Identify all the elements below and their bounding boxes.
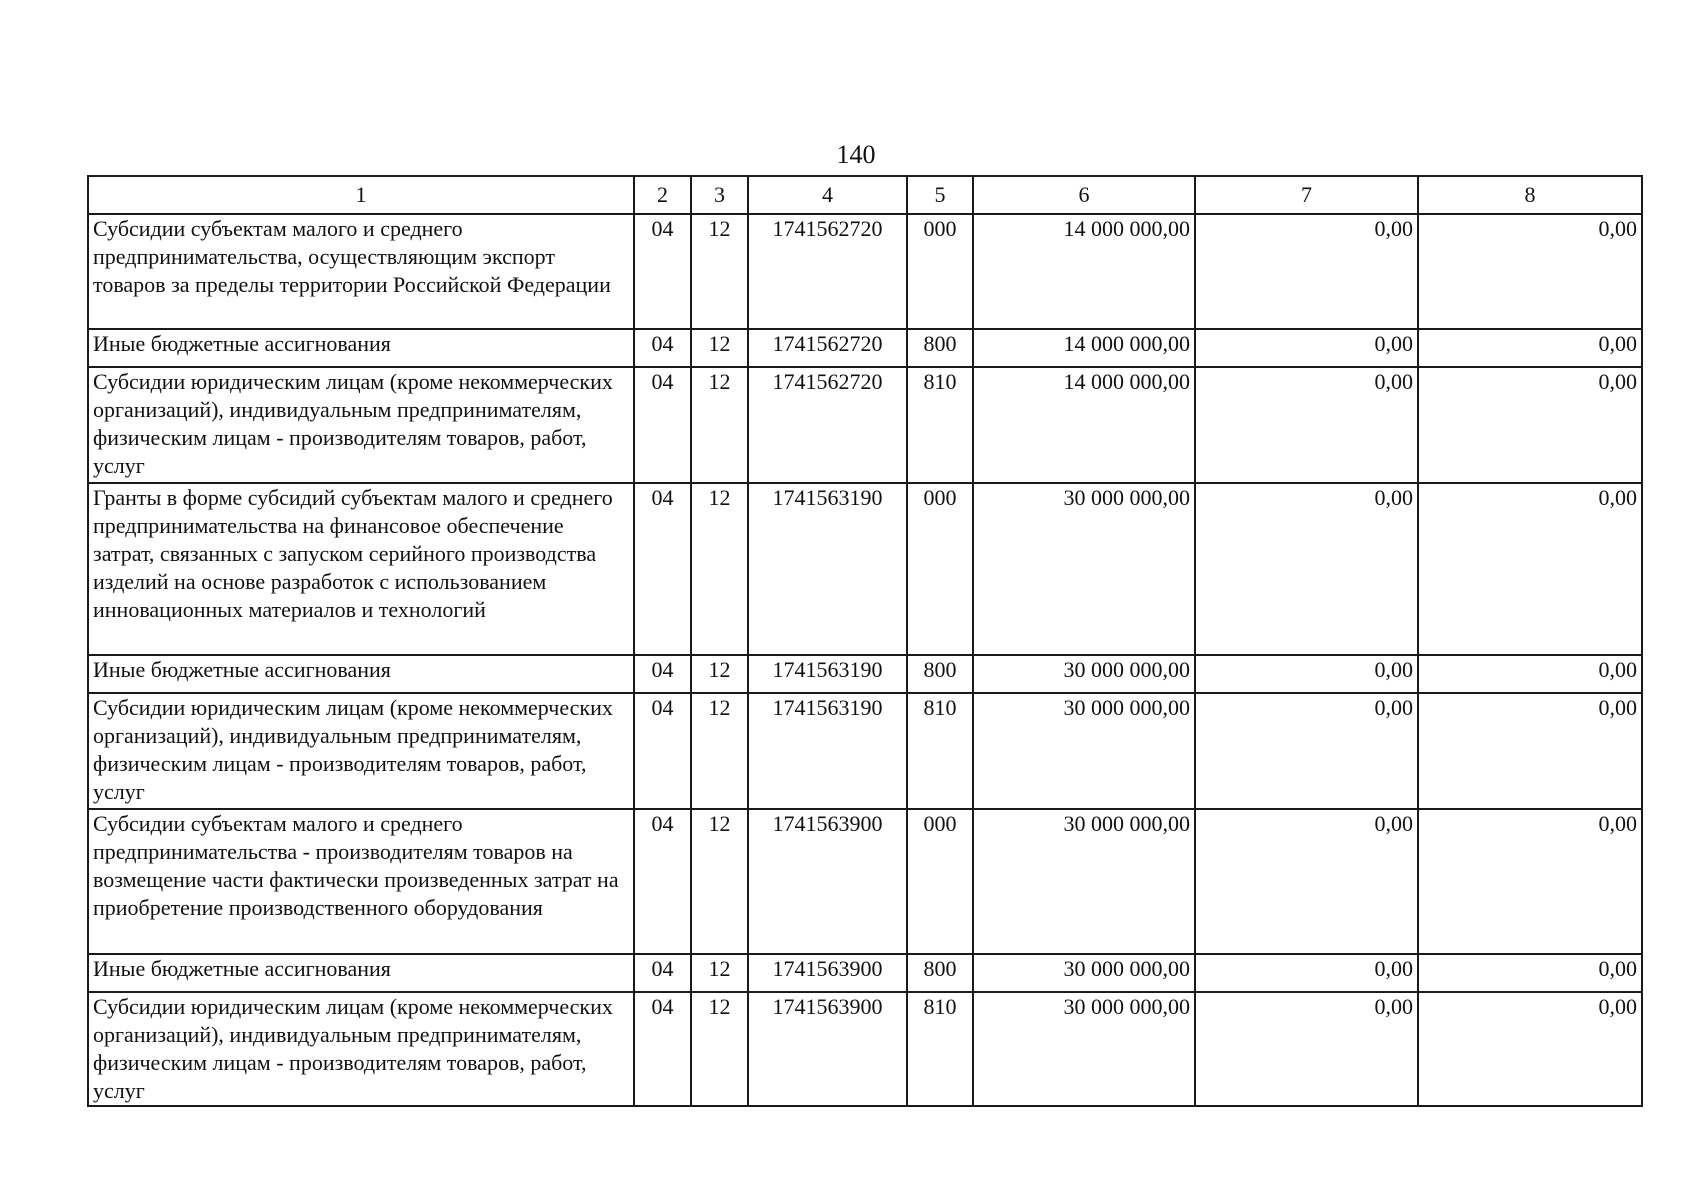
expense-type-code: 000 [907,214,973,329]
table-row [88,367,1642,483]
amount-col6: 14 000 000,00 [973,214,1195,329]
subsection-code: 12 [691,214,748,329]
subsection-code: 12 [691,483,748,655]
expense-type-code: 800 [907,329,973,367]
amount-col7: 0,00 [1195,483,1418,655]
expense-name: Иные бюджетные ассигнования [88,329,634,367]
amount-col7: 0,00 [1195,655,1418,693]
subsection-code: 12 [691,329,748,367]
amount-col8: 0,00 [1418,992,1642,1106]
header-cell: 4 [748,176,907,214]
section-code: 04 [634,809,691,954]
target-article-code: 1741563900 [748,992,907,1106]
target-article-code: 1741563190 [748,655,907,693]
expense-name: Субсидии субъектам малого и среднего предпринимательства - производителям товаров на возмещение части фактически произведенных затрат на приобретение производственного оборудования [88,809,634,954]
amount-col7: 0,00 [1195,329,1418,367]
expense-type-code: 800 [907,655,973,693]
table-row [88,693,1642,809]
header-cell: 1 [88,176,634,214]
amount-col8: 0,00 [1418,483,1642,655]
subsection-code: 12 [691,954,748,992]
target-article-code: 1741563900 [748,954,907,992]
target-article-code: 1741562720 [748,367,907,483]
amount-col7: 0,00 [1195,214,1418,329]
header-cell: 6 [973,176,1195,214]
budget-table [87,175,1643,1107]
table-row [88,992,1642,1106]
subsection-code: 12 [691,693,748,809]
section-code: 04 [634,367,691,483]
amount-col6: 30 000 000,00 [973,954,1195,992]
table-body [88,214,1642,1106]
expense-name: Иные бюджетные ассигнования [88,954,634,992]
section-code: 04 [634,693,691,809]
header-row [88,176,1642,214]
table-row [88,329,1642,367]
expense-type-code: 000 [907,809,973,954]
expense-name: Субсидии юридическим лицам (кроме некоммерческих организаций), индивидуальным предпринимателям, физическим лицам - производителям товаров, работ, услуг [88,693,634,809]
table-row [88,214,1642,329]
expense-name: Субсидии юридическим лицам (кроме некоммерческих организаций), индивидуальным предпринимателям, физическим лицам - производителям товаров, работ, услуг [88,367,634,483]
amount-col6: 30 000 000,00 [973,809,1195,954]
amount-col8: 0,00 [1418,329,1642,367]
amount-col6: 30 000 000,00 [973,655,1195,693]
amount-col8: 0,00 [1418,693,1642,809]
amount-col7: 0,00 [1195,693,1418,809]
target-article-code: 1741563190 [748,693,907,809]
amount-col8: 0,00 [1418,214,1642,329]
expense-name: Иные бюджетные ассигнования [88,655,634,693]
expense-type-code: 810 [907,367,973,483]
amount-col8: 0,00 [1418,367,1642,483]
table-row [88,954,1642,992]
header-cell: 5 [907,176,973,214]
header-cell: 3 [691,176,748,214]
table-row [88,655,1642,693]
target-article-code: 1741562720 [748,214,907,329]
amount-col6: 14 000 000,00 [973,367,1195,483]
section-code: 04 [634,954,691,992]
amount-col6: 30 000 000,00 [973,483,1195,655]
table-header [88,176,1642,214]
amount-col8: 0,00 [1418,809,1642,954]
subsection-code: 12 [691,992,748,1106]
table-row [88,483,1642,655]
subsection-code: 12 [691,367,748,483]
header-cell: 8 [1418,176,1642,214]
header-cell: 2 [634,176,691,214]
amount-col6: 14 000 000,00 [973,329,1195,367]
expense-name: Гранты в форме субсидий субъектам малого и среднего предпринимательства на финансовое обеспечение затрат, связанных с запуском серийного производства изделий на основе разработок с использованием инновационных материалов и технологий [88,483,634,655]
amount-col8: 0,00 [1418,655,1642,693]
target-article-code: 1741563190 [748,483,907,655]
section-code: 04 [634,483,691,655]
expense-type-code: 800 [907,954,973,992]
amount-col6: 30 000 000,00 [973,992,1195,1106]
amount-col7: 0,00 [1195,809,1418,954]
page-number: 140 [836,140,876,169]
subsection-code: 12 [691,655,748,693]
amount-col8: 0,00 [1418,954,1642,992]
amount-col7: 0,00 [1195,992,1418,1106]
amount-col6: 30 000 000,00 [973,693,1195,809]
amount-col7: 0,00 [1195,367,1418,483]
section-code: 04 [634,992,691,1106]
header-cell: 7 [1195,176,1418,214]
expense-type-code: 810 [907,693,973,809]
section-code: 04 [634,329,691,367]
amount-col7: 0,00 [1195,954,1418,992]
target-article-code: 1741563900 [748,809,907,954]
expense-name: Субсидии субъектам малого и среднего предпринимательства, осуществляющим экспорт товаров за пределы территории Российской Федерации [88,214,634,329]
expense-type-code: 810 [907,992,973,1106]
section-code: 04 [634,214,691,329]
expense-name: Субсидии юридическим лицам (кроме некоммерческих организаций), индивидуальным предпринимателям, физическим лицам - производителям товаров, работ, услуг [88,992,634,1106]
subsection-code: 12 [691,809,748,954]
expense-type-code: 000 [907,483,973,655]
table-row [88,809,1642,954]
target-article-code: 1741562720 [748,329,907,367]
section-code: 04 [634,655,691,693]
